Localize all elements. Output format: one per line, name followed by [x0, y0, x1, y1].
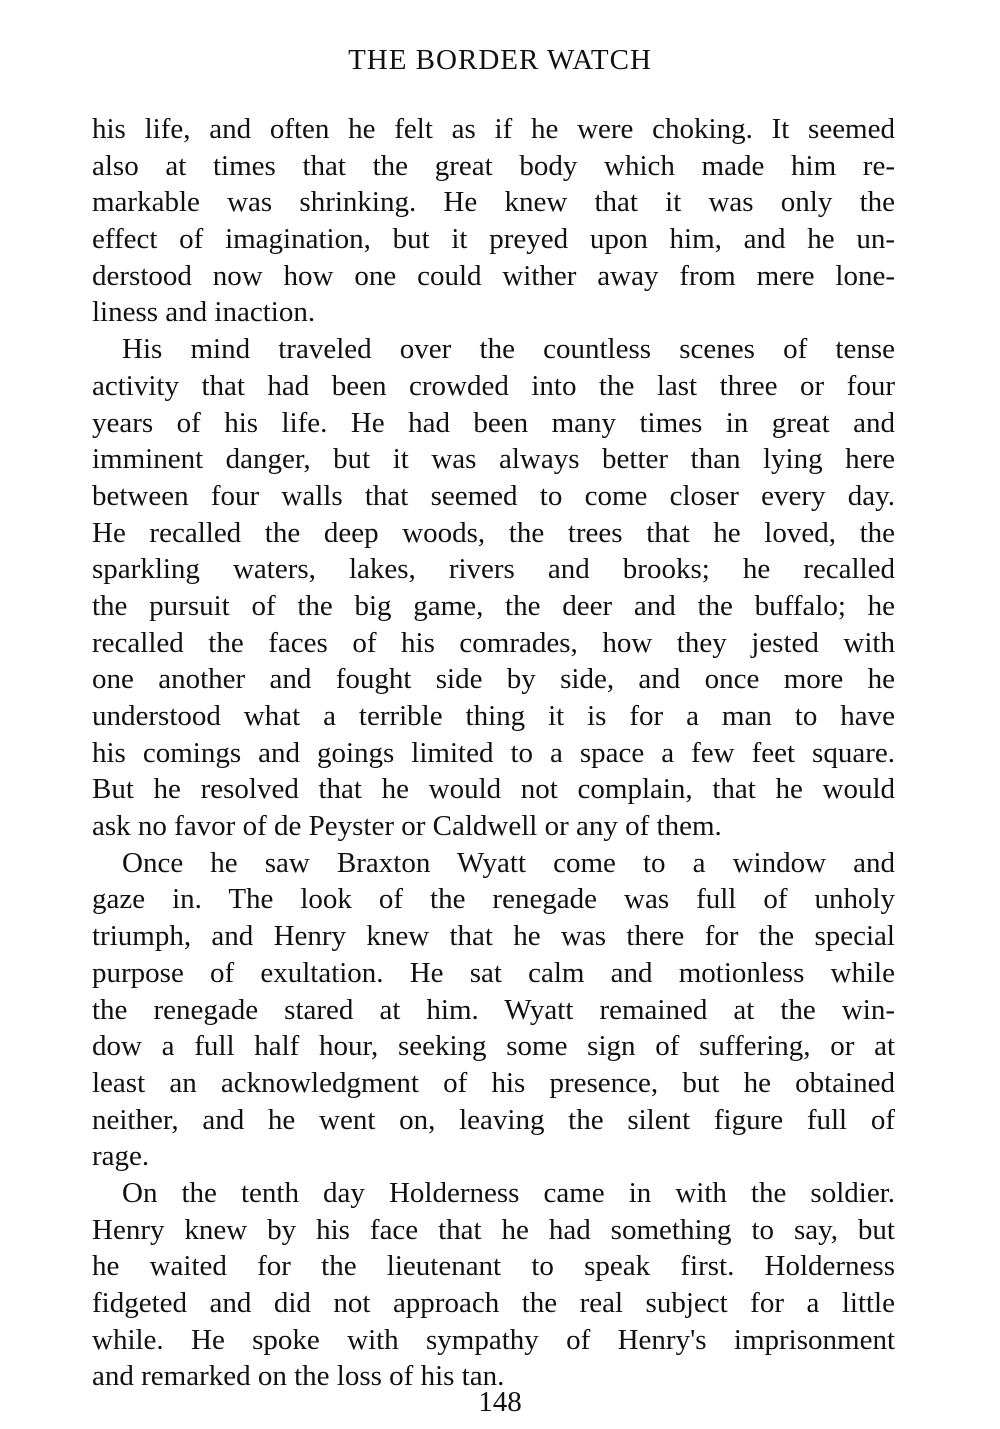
text-line: On the tenth day Holderness came in with the soldier.	[122, 1176, 895, 1209]
text-line: markable was shrinking. He knew that it was only the	[92, 186, 895, 219]
body-text	[92, 111, 895, 1395]
text-line: His mind traveled over the countless scenes of tense	[122, 333, 895, 366]
text-line: one another and fought side by side, and once more he	[92, 663, 895, 696]
text-line: between four walls that seemed to come closer every day.	[92, 479, 895, 512]
text-line: his life, and often he felt as if he were choking. It seemed	[92, 113, 895, 145]
text-line: neither, and he went on, leaving the silent figure full of	[92, 1103, 895, 1136]
text-line: activity that had been crowded into the last three or four	[92, 369, 895, 402]
text-line: while. He spoke with sympathy of Henry's imprisonment	[92, 1323, 895, 1356]
text-line: gaze in. The look of the renegade was full of unholy	[92, 883, 895, 916]
text-line: dow a full half hour, seeking some sign of suffering, or at	[92, 1030, 895, 1063]
text-line: years of his life. He had been many times in great and	[92, 406, 895, 439]
text-line: he waited for the lieutenant to speak first. Holderness	[92, 1250, 895, 1283]
text-line: But he resolved that he would not complain, that he would	[92, 773, 895, 806]
text-line: the pursuit of the big game, the deer and the buffalo; he	[92, 589, 895, 622]
text-line: effect of imagination, but it preyed upon him, and he un-	[92, 223, 895, 256]
text-line: sparkling waters, lakes, rivers and brooks; he recalled	[92, 553, 895, 586]
text-line: imminent danger, but it was always better than lying here	[92, 443, 895, 476]
text-line: understood what a terrible thing it is for a man to have	[92, 700, 895, 732]
paragraph	[92, 845, 895, 1175]
paragraph	[92, 1175, 895, 1395]
text-line: derstood now how one could wither away from mere lone-	[92, 259, 895, 292]
paragraph	[92, 331, 895, 845]
text-line: also at times that the great body which made him re-	[92, 149, 895, 182]
text-line: rage.	[92, 1140, 150, 1173]
text-line: Once he saw Braxton Wyatt come to a window and	[122, 846, 895, 879]
text-line: recalled the faces of his comrades, how they jested with	[92, 626, 895, 659]
text-line: the renegade stared at him. Wyatt remained at the win-	[92, 993, 895, 1026]
text-line: liness and inaction.	[92, 296, 316, 329]
text-line: fidgeted and did not approach the real subject for a little	[92, 1287, 895, 1319]
paragraph	[92, 111, 895, 331]
page-number: 148	[478, 1386, 522, 1418]
text-line: Henry knew by his face that he had something to say, but	[92, 1213, 895, 1246]
text-line: his comings and goings limited to a space a few feet square.	[92, 736, 895, 769]
text-line: purpose of exultation. He sat calm and motionless while	[92, 956, 895, 989]
running-head: THE BORDER WATCH	[348, 44, 652, 76]
text-line: He recalled the deep woods, the trees that he loved, the	[92, 516, 895, 549]
text-line: least an acknowledgment of his presence, but he obtained	[92, 1066, 895, 1099]
text-line: triumph, and Henry knew that he was there for the special	[92, 920, 895, 953]
text-line: and remarked on the loss of his tan.	[92, 1360, 505, 1393]
text-line: ask no favor of de Peyster or Caldwell or any of them.	[92, 810, 722, 843]
